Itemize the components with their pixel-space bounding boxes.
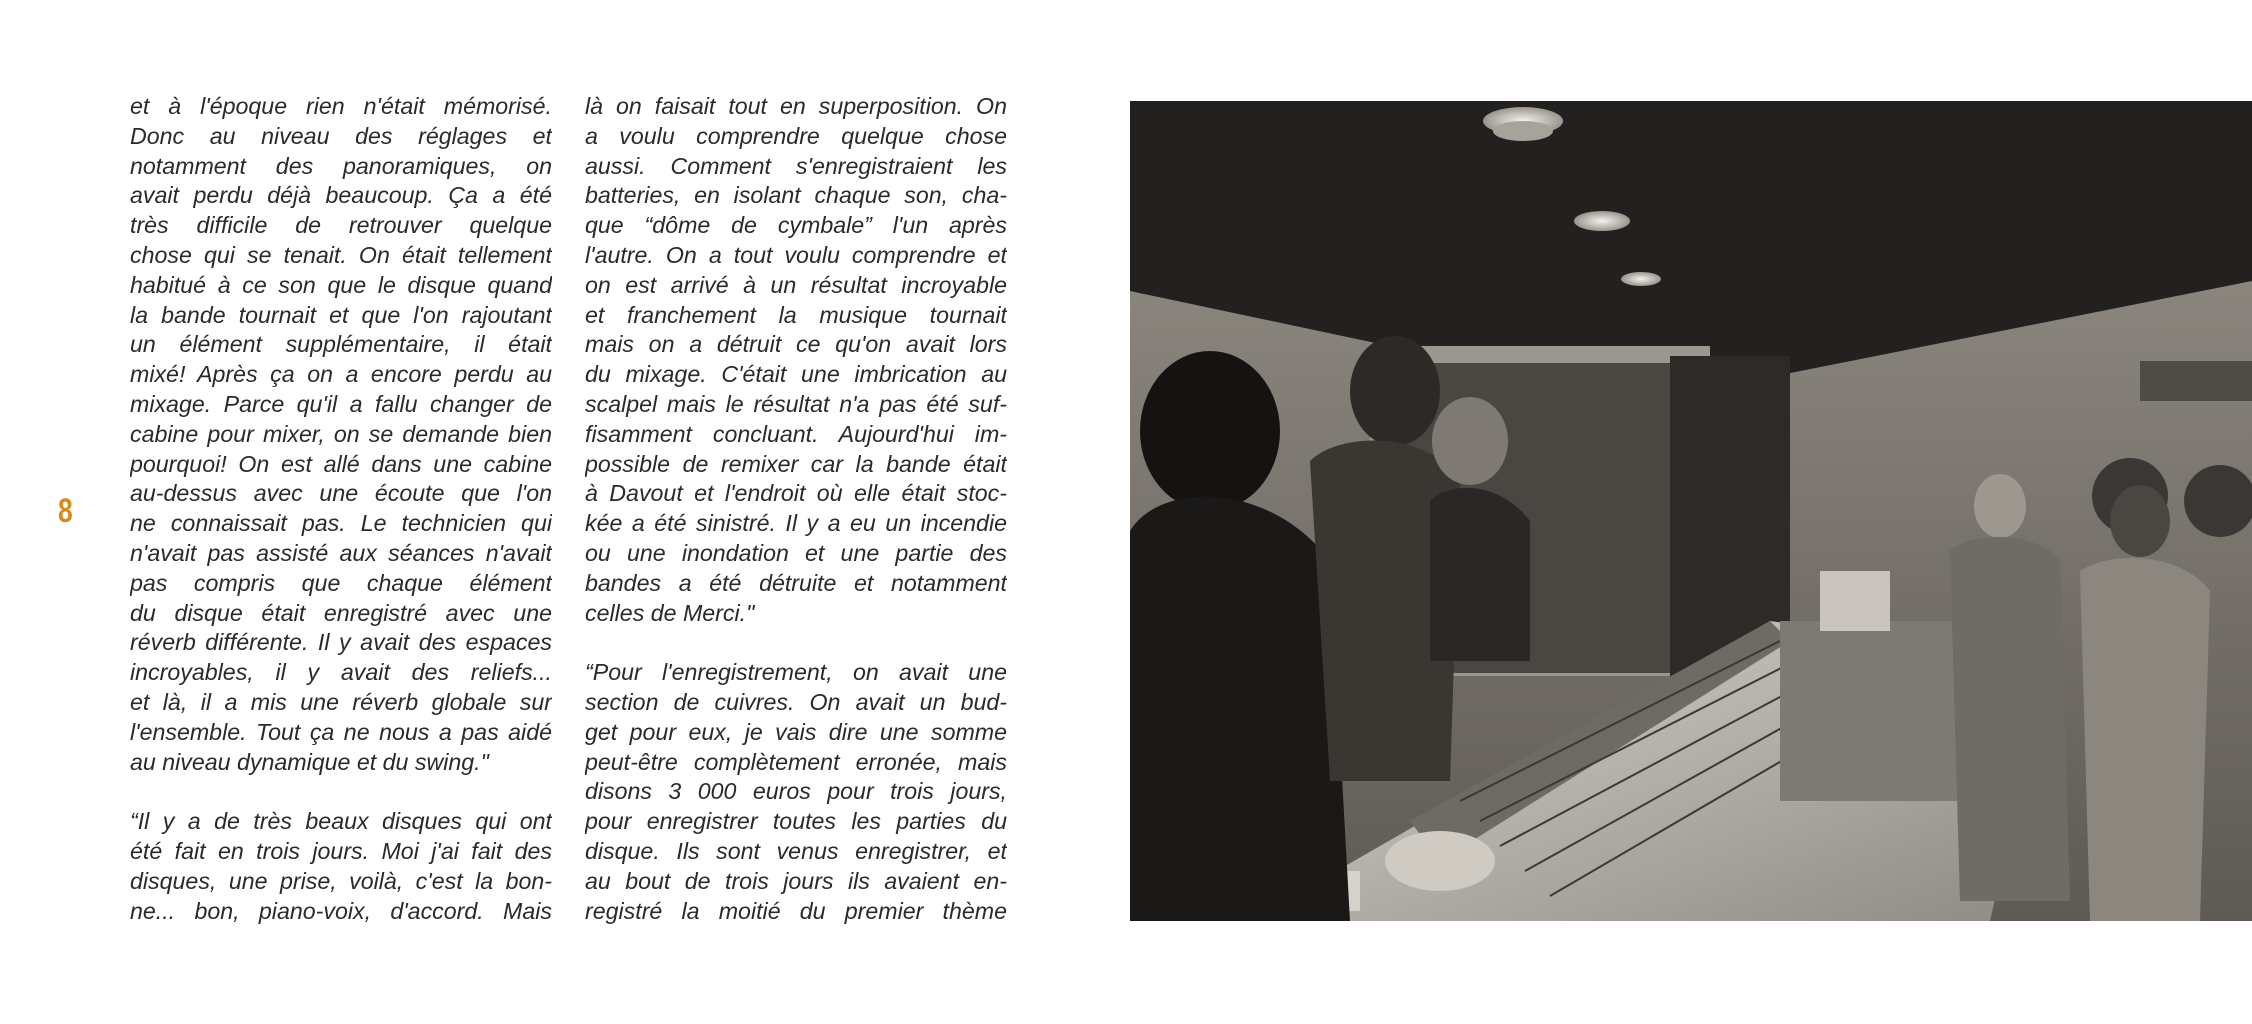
- text-line: au niveau dynamique et du swing.": [130, 748, 489, 775]
- text-line: la bande tournait et que l'on rajoutant: [130, 301, 552, 328]
- text-line: mixé! Après ça on a encore perdu au: [130, 361, 552, 388]
- paragraph: [130, 92, 552, 777]
- text-line: disons 3 000 euros pour trois jours,: [585, 778, 1007, 805]
- text-line: été fait en trois jours. Moi j'ai fait des: [130, 837, 552, 864]
- text-line: ne... bon, piano-voix, d'accord. Mais: [130, 897, 552, 924]
- text-line: réverb différente. Il y avait des espaces: [130, 629, 552, 656]
- text-line: et franchement la musique tournait: [585, 301, 1007, 328]
- text-line: n'avait pas assisté aux séances n'avait: [130, 539, 552, 566]
- text-line: un élément supplémentaire, il était: [130, 331, 552, 358]
- text-line: notamment des panoramiques, on: [130, 152, 552, 179]
- text-line: du disque était enregistré avec une: [130, 599, 552, 626]
- text-line: habitué à ce son que le disque quand: [130, 271, 552, 298]
- text-line: et là, il a mis une réverb globale sur: [130, 688, 552, 715]
- text-line: au-dessus avec une écoute que l'on: [130, 480, 552, 507]
- text-line: kée a été sinistré. Il y a eu un incendie: [585, 510, 1007, 537]
- text-line: fisamment concluant. Aujourd'hui im-: [585, 420, 1007, 447]
- text-line: chose qui se tenait. On était tellement: [130, 241, 552, 268]
- text-line: peut-être complètement erronée, mais: [585, 748, 1007, 775]
- text-line: disque. Ils sont venus enregistrer, et: [585, 837, 1007, 864]
- studio-photo: [1130, 101, 2252, 921]
- page-number: 8: [58, 492, 73, 530]
- text-line: ne connaissait pas. Le technicien qui: [130, 510, 552, 537]
- text-line: on est arrivé à un résultat incroyable: [585, 271, 1007, 298]
- text-line: pourquoi! On est allé dans une cabine: [130, 450, 552, 477]
- text-line: incroyables, il y avait des reliefs...: [130, 659, 552, 686]
- text-line: registré la moitié du premier thème: [585, 897, 1007, 924]
- text-line: Donc au niveau des réglages et: [130, 122, 552, 149]
- paragraph: [130, 807, 552, 926]
- text-line: “Pour l'enregistrement, on avait une: [585, 659, 1007, 686]
- text-line: section de cuivres. On avait un bud-: [585, 688, 1007, 715]
- text-line: du mixage. C'était une imbrication au: [585, 361, 1007, 388]
- paragraph: [585, 92, 1007, 628]
- paragraph: [585, 658, 1007, 926]
- text-line: et à l'époque rien n'était mémorisé.: [130, 93, 552, 119]
- text-line: pas compris que chaque élément: [130, 569, 552, 596]
- text-line: très difficile de retrouver quelque: [130, 212, 552, 239]
- text-line: scalpel mais le résultat n'a pas été suf-: [585, 390, 1007, 417]
- text-line: mais on a détruit ce qu'on avait lors: [585, 331, 1007, 358]
- text-line: cabine pour mixer, on se demande bien: [130, 420, 552, 447]
- text-line: l'autre. On a tout voulu comprendre et: [585, 241, 1007, 268]
- text-line: mixage. Parce qu'il a fallu changer de: [130, 390, 552, 417]
- text-line: bandes a été détruite et notamment: [585, 569, 1007, 596]
- text-line: ou une inondation et une partie des: [585, 539, 1007, 566]
- text-line: celles de Merci.": [585, 599, 755, 626]
- text-line: aussi. Comment s'enregistraient les: [585, 152, 1007, 179]
- text-line: batteries, en isolant chaque son, cha-: [585, 182, 1007, 209]
- text-line: au bout de trois jours ils avaient en-: [585, 867, 1007, 894]
- text-column-right: [585, 92, 1007, 926]
- text-line: avait perdu déjà beaucoup. Ça a été: [130, 182, 552, 209]
- text-line: a voulu comprendre quelque chose: [585, 122, 1007, 149]
- text-line: possible de remixer car la bande était: [585, 450, 1007, 477]
- text-line: “Il y a de très beaux disques qui ont: [130, 808, 552, 835]
- text-line: là on faisait tout en superposition. On: [585, 93, 1007, 119]
- text-line: l'ensemble. Tout ça ne nous a pas aidé: [130, 718, 552, 745]
- text-line: que “dôme de cymbale” l'un après: [585, 212, 1007, 239]
- text-column-left: [130, 92, 552, 926]
- text-line: à Davout et l'endroit où elle était stoc-: [585, 480, 1007, 507]
- text-line: get pour eux, je vais dire une somme: [585, 718, 1007, 745]
- text-line: pour enregistrer toutes les parties du: [585, 808, 1007, 835]
- text-line: disques, une prise, voilà, c'est la bon-: [130, 867, 552, 894]
